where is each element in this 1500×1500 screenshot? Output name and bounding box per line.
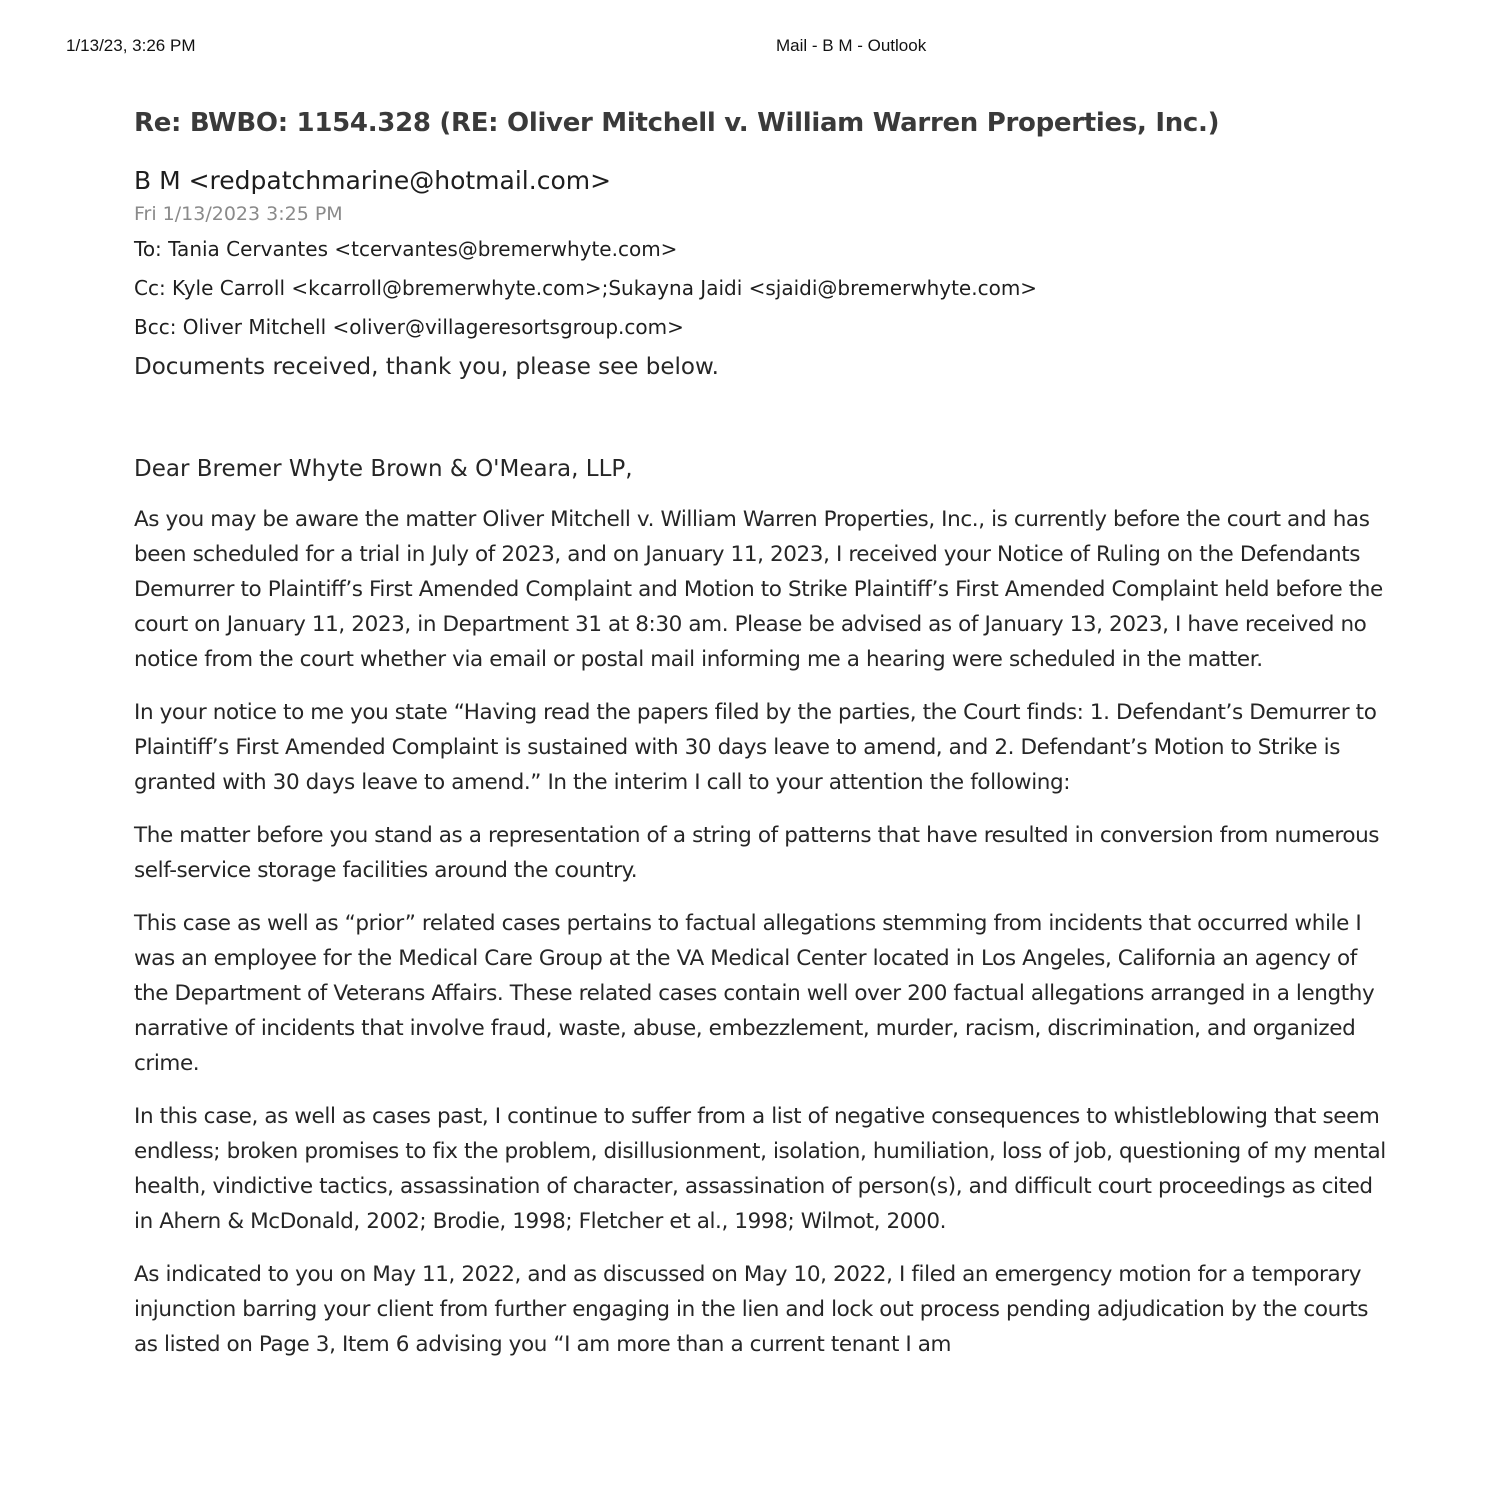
letter-paragraph: In your notice to me you state “Having read the papers filed by the parties, the Court finds: 1. Defendant’s Demurrer to Plaintiff’s First Amended Complaint is sustained with 30 days leave to amend, and 2. Defendant’s Motion to Strike is granted with 30 days leave to amend.” In the interim I call to your attention the following: — [134, 700, 1377, 795]
email-sent-date: Fri 1/13/2023 3:25 PM — [134, 203, 343, 225]
print-header — [0, 36, 1500, 58]
email-subject: Re: BWBO: 1154.328 (RE: Oliver Mitchell v. William Warren Properties, Inc.) — [134, 108, 1220, 138]
email-sender: B M <redpatchmarine@hotmail.com> — [134, 166, 612, 195]
letter-paragraph: As you may be aware the matter Oliver Mitchell v. William Warren Properties, Inc., is currently before the court and has been scheduled for a trial in July of 2023, and on January 11, 2023, I received your Notice of Ruling on the Defendants Demurrer to Plaintiff’s First Amended Complaint and Motion to Strike Plaintiff’s First Amended Complaint held before the court on January 11, 2023, in Department 31 at 8:30 am. Please be advised as of January 13, 2023, I have received no notice from the court whether via email or postal mail informing me a hearing were scheduled in the matter. — [134, 507, 1383, 672]
email-intro-line: Documents received, thank you, please see below. — [134, 354, 719, 380]
letter-paragraph: As indicated to you on May 11, 2022, and as discussed on May 10, 2022, I filed an emergency motion for a temporary injunction barring your client from further engaging in the lien and lock out process pending adjudication by the courts as listed on Page 3, Item 6 advising you “I am more than a current tenant I am — [134, 1262, 1369, 1357]
letter-paragraph: The matter before you stand as a representation of a string of patterns that have resulted in conversion from numerous self-service storage facilities around the country. — [134, 823, 1380, 883]
email-cc-line: Cc: Kyle Carroll <kcarroll@bremerwhyte.com>;Sukayna Jaidi <sjaidi@bremerwhyte.com> — [134, 276, 1038, 300]
print-datetime: 1/13/23, 3:26 PM — [66, 36, 196, 55]
print-page-title: Mail - B M - Outlook — [776, 36, 927, 55]
letter-paragraph: In this case, as well as cases past, I continue to suffer from a list of negative consequences to whistleblowing that seem endless; broken promises to fix the problem, disillusionment, isolation, humiliation, loss of job, questioning of my mental health, vindictive tactics, assassination of character, assassination of person(s), and difficult court proceedings as cited in Ahern & McDonald, 2002; Brodie, 1998; Fletcher et al., 1998; Wilmot, 2000. — [134, 1104, 1386, 1234]
email-to-line: To: Tania Cervantes <tcervantes@bremerwhyte.com> — [134, 237, 678, 261]
email-bcc-line: Bcc: Oliver Mitchell <oliver@villageresortsgroup.com> — [134, 315, 684, 339]
letter-salutation: Dear Bremer Whyte Brown & O'Meara, LLP, — [134, 456, 633, 482]
letter-paragraph: This case as well as “prior” related cases pertains to factual allegations stemming from incidents that occurred while I was an employee for the Medical Care Group at the VA Medical Center located in Los Angeles, California an agency of the Department of Veterans Affairs. These related cases contain well over 200 factual allegations arranged in a lengthy narrative of incidents that involve fraud, waste, abuse, embezzlement, murder, racism, discrimination, and organized crime. — [134, 911, 1375, 1076]
email-message — [134, 108, 1394, 1380]
